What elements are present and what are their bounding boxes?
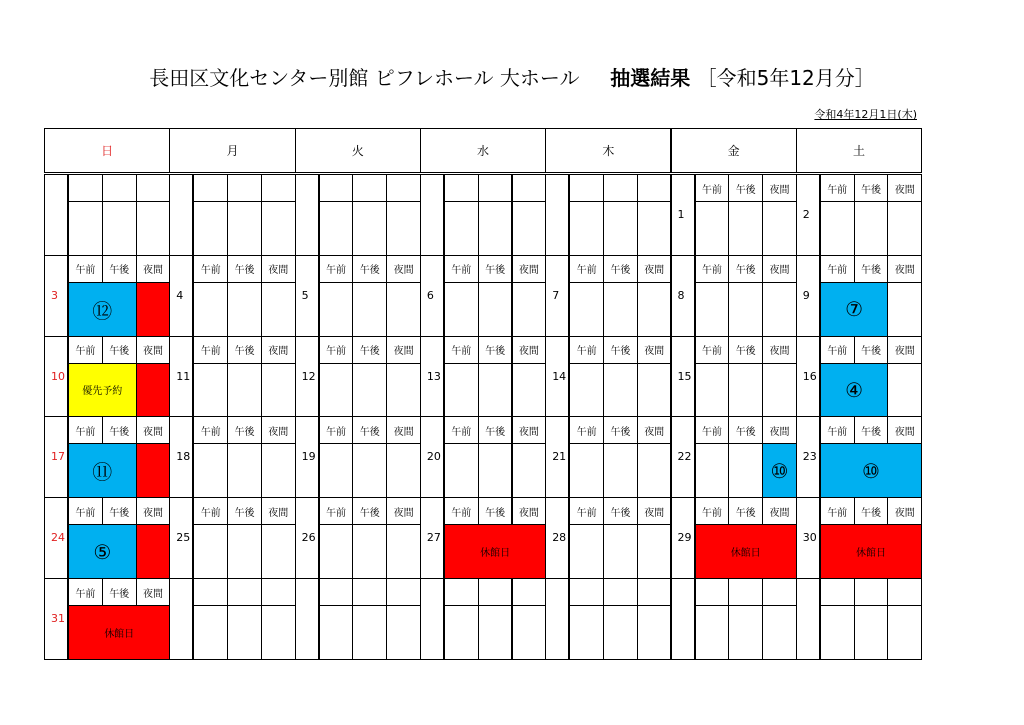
time-slot — [820, 201, 855, 256]
time-slot — [887, 282, 922, 337]
time-slot — [102, 201, 137, 256]
slot-label — [695, 578, 730, 606]
slot-label: 午後 — [227, 336, 262, 364]
slot-label: 夜間 — [762, 497, 797, 525]
time-slot — [569, 443, 604, 498]
slot-label: 午前 — [68, 255, 103, 283]
slot-label: 夜間 — [887, 416, 922, 444]
time-slot — [762, 605, 797, 660]
time-slot — [319, 443, 354, 498]
time-slot — [261, 524, 296, 579]
slot-label — [569, 174, 604, 202]
time-slot — [854, 605, 889, 660]
slot-label — [478, 578, 513, 606]
day-number: 29 — [677, 531, 692, 545]
slot-label: 午前 — [695, 497, 730, 525]
booking-mark — [136, 443, 171, 498]
slot-label — [820, 578, 855, 606]
title-main: 長田区文化センター別館 ピフレホール 大ホール — [149, 66, 580, 90]
time-slot — [193, 363, 228, 418]
slot-label: 午前 — [820, 174, 855, 202]
slot-label — [227, 174, 262, 202]
day-number: 1 — [677, 208, 685, 221]
time-slot — [603, 282, 638, 337]
slot-label — [136, 174, 171, 202]
day-number-column — [169, 174, 193, 256]
slot-label: 夜間 — [762, 174, 797, 202]
slot-label — [102, 174, 137, 202]
time-slot — [569, 282, 604, 337]
slot-label: 夜間 — [887, 497, 922, 525]
day-number: 14 — [552, 369, 567, 383]
time-slot — [603, 443, 638, 498]
slot-label: 午後 — [478, 336, 513, 364]
slot-label: 午前 — [695, 336, 730, 364]
slot-label: 午前 — [444, 416, 479, 444]
time-slot — [603, 201, 638, 256]
time-slot — [227, 524, 262, 579]
time-slot — [569, 363, 604, 418]
booking-mark — [136, 363, 171, 418]
slot-label: 午前 — [319, 497, 354, 525]
slot-label: 夜間 — [136, 255, 171, 283]
slot-label: 午後 — [478, 497, 513, 525]
day-number: 20 — [426, 450, 441, 464]
slot-label: 夜間 — [386, 336, 421, 364]
time-slot — [352, 201, 387, 256]
slot-label: 午前 — [193, 336, 228, 364]
day-number: 11 — [176, 369, 191, 383]
time-slot — [603, 363, 638, 418]
slot-label — [444, 578, 479, 606]
slot-label: 午後 — [603, 336, 638, 364]
slot-label: 夜間 — [512, 255, 547, 283]
slot-label — [261, 578, 296, 606]
time-slot — [386, 524, 421, 579]
time-slot — [637, 201, 672, 256]
slot-label — [637, 174, 672, 202]
day-number: 16 — [802, 369, 817, 383]
slot-label: 午後 — [603, 497, 638, 525]
slot-label: 午前 — [68, 578, 103, 606]
slot-label: 午前 — [444, 336, 479, 364]
slot-label: 午前 — [820, 416, 855, 444]
time-slot — [386, 605, 421, 660]
slot-label: 夜間 — [637, 255, 672, 283]
slot-label: 午前 — [569, 416, 604, 444]
slot-label: 夜間 — [637, 416, 672, 444]
time-slot — [227, 443, 262, 498]
time-slot — [352, 363, 387, 418]
booking-mark: ⑤ — [68, 524, 137, 579]
slot-label — [569, 578, 604, 606]
day-number: 4 — [176, 288, 184, 302]
slot-label — [352, 174, 387, 202]
slot-label: 午後 — [352, 497, 387, 525]
day-number: 24 — [51, 531, 65, 545]
slot-label: 午前 — [319, 416, 354, 444]
time-slot — [569, 605, 604, 660]
day-number: 6 — [426, 288, 434, 302]
day-number: 28 — [552, 531, 567, 545]
slot-label: 午前 — [569, 336, 604, 364]
booking-mark: 休館日 — [820, 524, 922, 579]
time-slot — [854, 201, 889, 256]
slot-label: 午前 — [68, 416, 103, 444]
time-slot — [386, 282, 421, 337]
slot-label: 午後 — [728, 174, 763, 202]
time-slot — [637, 363, 672, 418]
weekday-header: 土 — [796, 128, 922, 173]
slot-label: 午前 — [695, 255, 730, 283]
time-slot — [193, 201, 228, 256]
slot-label: 午後 — [102, 497, 137, 525]
day-number: 30 — [802, 531, 817, 545]
slot-label: 午前 — [444, 255, 479, 283]
time-slot — [728, 363, 763, 418]
slot-label: 午前 — [569, 255, 604, 283]
booking-mark: 優先予約 — [68, 363, 137, 418]
slot-label: 夜間 — [386, 416, 421, 444]
day-number: 19 — [301, 450, 316, 464]
slot-label: 夜間 — [762, 255, 797, 283]
slot-label: 午後 — [728, 255, 763, 283]
slot-label: 午後 — [102, 336, 137, 364]
time-slot — [444, 282, 479, 337]
booking-mark: 休館日 — [68, 605, 170, 660]
slot-label: 午前 — [695, 174, 730, 202]
slot-label: 午後 — [728, 497, 763, 525]
time-slot — [478, 363, 513, 418]
slot-label: 夜間 — [637, 497, 672, 525]
time-slot — [386, 201, 421, 256]
slot-label — [386, 174, 421, 202]
day-number: 17 — [51, 450, 65, 464]
time-slot — [227, 282, 262, 337]
time-slot — [136, 201, 171, 256]
booking-mark: 休館日 — [444, 524, 546, 579]
slot-label — [352, 578, 387, 606]
day-number: 25 — [176, 531, 191, 545]
weekday-header: 水 — [420, 128, 546, 173]
time-slot — [569, 524, 604, 579]
time-slot — [319, 524, 354, 579]
page-title — [0, 64, 1024, 92]
slot-label: 午前 — [193, 497, 228, 525]
title-result: 抽選結果 — [610, 66, 691, 90]
time-slot — [444, 443, 479, 498]
time-slot — [386, 443, 421, 498]
slot-label: 夜間 — [887, 255, 922, 283]
title-period: ［令和5年12月分］ — [696, 66, 875, 90]
slot-label: 午後 — [352, 336, 387, 364]
time-slot — [478, 201, 513, 256]
slot-label — [512, 174, 547, 202]
slot-label: 午前 — [695, 416, 730, 444]
slot-label — [762, 578, 797, 606]
slot-label: 夜間 — [512, 336, 547, 364]
time-slot — [695, 201, 730, 256]
slot-label — [728, 578, 763, 606]
slot-label: 午後 — [854, 255, 889, 283]
time-slot — [319, 605, 354, 660]
day-number-column — [295, 174, 319, 256]
slot-label: 午前 — [193, 255, 228, 283]
time-slot — [728, 443, 763, 498]
booking-mark: ⑪ — [68, 443, 137, 498]
weekday-header: 日 — [44, 128, 170, 173]
slot-label — [227, 578, 262, 606]
day-number: 22 — [677, 450, 692, 464]
time-slot — [227, 363, 262, 418]
slot-label — [603, 174, 638, 202]
time-slot — [352, 605, 387, 660]
time-slot — [352, 282, 387, 337]
time-slot — [193, 605, 228, 660]
time-slot — [386, 363, 421, 418]
day-number: 13 — [426, 369, 441, 383]
booking-mark — [136, 282, 171, 337]
slot-label: 午前 — [569, 497, 604, 525]
time-slot — [478, 443, 513, 498]
time-slot — [695, 605, 730, 660]
slot-label — [386, 578, 421, 606]
slot-label: 夜間 — [261, 336, 296, 364]
weekday-header: 月 — [169, 128, 295, 173]
day-number-column — [169, 578, 193, 660]
day-number-column — [420, 578, 444, 660]
time-slot — [478, 282, 513, 337]
day-number: 5 — [301, 288, 309, 302]
slot-label: 夜間 — [512, 497, 547, 525]
time-slot — [319, 282, 354, 337]
day-number-column — [545, 578, 569, 660]
day-number-column — [44, 174, 68, 256]
issued-date: 令和4年12月1日(木) — [814, 108, 917, 121]
slot-label: 夜間 — [887, 336, 922, 364]
time-slot — [319, 363, 354, 418]
slot-label: 午前 — [68, 336, 103, 364]
slot-label — [319, 174, 354, 202]
day-number: 10 — [51, 369, 65, 383]
time-slot — [68, 201, 103, 256]
slot-label: 夜間 — [386, 497, 421, 525]
time-slot — [352, 524, 387, 579]
calendar-grid — [44, 128, 921, 659]
slot-label — [512, 578, 547, 606]
time-slot — [512, 282, 547, 337]
slot-label: 午後 — [352, 416, 387, 444]
booking-mark: ⑦ — [820, 282, 889, 337]
slot-label: 夜間 — [261, 497, 296, 525]
booking-mark: ⑫ — [68, 282, 137, 337]
slot-label — [193, 174, 228, 202]
booking-mark: ④ — [820, 363, 889, 418]
slot-label: 午後 — [728, 416, 763, 444]
slot-label: 午前 — [820, 255, 855, 283]
time-slot — [512, 363, 547, 418]
time-slot — [762, 282, 797, 337]
time-slot — [762, 201, 797, 256]
slot-label: 夜間 — [261, 255, 296, 283]
day-number: 3 — [51, 288, 58, 302]
slot-label: 午後 — [102, 416, 137, 444]
day-number: 26 — [301, 531, 316, 545]
time-slot — [695, 363, 730, 418]
slot-label: 夜間 — [136, 497, 171, 525]
slot-label: 午後 — [478, 416, 513, 444]
time-slot — [261, 282, 296, 337]
day-number-column — [671, 578, 695, 660]
booking-mark — [136, 524, 171, 579]
day-number: 18 — [176, 450, 191, 464]
day-number: 9 — [802, 288, 810, 302]
time-slot — [762, 363, 797, 418]
slot-label: 夜間 — [261, 416, 296, 444]
slot-label: 夜間 — [637, 336, 672, 364]
time-slot — [695, 443, 730, 498]
time-slot — [193, 524, 228, 579]
time-slot — [887, 363, 922, 418]
time-slot — [444, 201, 479, 256]
day-number: 23 — [802, 450, 817, 464]
slot-label: 午前 — [820, 336, 855, 364]
time-slot — [261, 201, 296, 256]
slot-label: 午後 — [102, 255, 137, 283]
day-number: 7 — [552, 288, 560, 302]
slot-label: 午後 — [227, 255, 262, 283]
time-slot — [728, 282, 763, 337]
slot-label: 午前 — [444, 497, 479, 525]
slot-label: 夜間 — [762, 416, 797, 444]
slot-label: 夜間 — [136, 336, 171, 364]
weekday-header: 木 — [545, 128, 671, 173]
slot-label — [603, 578, 638, 606]
day-number: 21 — [552, 450, 567, 464]
time-slot — [512, 201, 547, 256]
slot-label — [887, 578, 922, 606]
slot-label: 夜間 — [512, 416, 547, 444]
slot-label — [68, 174, 103, 202]
slot-label: 午後 — [854, 174, 889, 202]
weekday-header: 金 — [671, 128, 797, 173]
slot-label: 午後 — [728, 336, 763, 364]
time-slot — [820, 605, 855, 660]
time-slot — [887, 201, 922, 256]
time-slot — [193, 282, 228, 337]
day-number: 2 — [802, 208, 810, 221]
slot-label: 午後 — [352, 255, 387, 283]
time-slot — [352, 443, 387, 498]
time-slot — [478, 605, 513, 660]
slot-label: 午後 — [478, 255, 513, 283]
time-slot — [261, 443, 296, 498]
slot-label: 夜間 — [762, 336, 797, 364]
time-slot — [569, 201, 604, 256]
slot-label: 午前 — [319, 255, 354, 283]
time-slot — [261, 363, 296, 418]
slot-label: 午後 — [603, 255, 638, 283]
time-slot — [444, 605, 479, 660]
slot-label — [444, 174, 479, 202]
time-slot — [227, 201, 262, 256]
time-slot — [512, 605, 547, 660]
day-number: 12 — [301, 369, 316, 383]
slot-label: 午後 — [102, 578, 137, 606]
time-slot — [603, 524, 638, 579]
time-slot — [319, 201, 354, 256]
slot-label — [261, 174, 296, 202]
time-slot — [637, 282, 672, 337]
time-slot — [227, 605, 262, 660]
slot-label: 午前 — [820, 497, 855, 525]
slot-label: 午後 — [227, 416, 262, 444]
slot-label — [854, 578, 889, 606]
slot-label: 午前 — [193, 416, 228, 444]
time-slot — [603, 605, 638, 660]
slot-label: 夜間 — [887, 174, 922, 202]
day-number: 31 — [51, 612, 65, 625]
day-number-column — [796, 578, 820, 660]
time-slot — [695, 282, 730, 337]
booking-mark: ⑩ — [762, 443, 797, 498]
slot-label: 午前 — [68, 497, 103, 525]
day-number-column — [545, 174, 569, 256]
booking-mark: ⑩ — [820, 443, 922, 498]
slot-label — [193, 578, 228, 606]
time-slot — [887, 605, 922, 660]
time-slot — [637, 605, 672, 660]
time-slot — [261, 605, 296, 660]
time-slot — [728, 201, 763, 256]
day-number: 15 — [677, 369, 692, 383]
slot-label — [637, 578, 672, 606]
time-slot — [728, 605, 763, 660]
slot-label: 午後 — [227, 497, 262, 525]
day-number-column — [420, 174, 444, 256]
day-number-column — [295, 578, 319, 660]
slot-label: 午前 — [319, 336, 354, 364]
time-slot — [512, 443, 547, 498]
slot-label — [319, 578, 354, 606]
slot-label — [478, 174, 513, 202]
day-number: 27 — [426, 531, 441, 545]
weekday-header: 火 — [295, 128, 421, 173]
slot-label: 午後 — [854, 336, 889, 364]
time-slot — [637, 443, 672, 498]
slot-label: 午後 — [603, 416, 638, 444]
time-slot — [637, 524, 672, 579]
booking-mark: 休館日 — [695, 524, 797, 579]
day-number: 8 — [677, 288, 685, 302]
time-slot — [193, 443, 228, 498]
slot-label: 夜間 — [136, 416, 171, 444]
slot-label: 午後 — [854, 497, 889, 525]
slot-label: 夜間 — [386, 255, 421, 283]
time-slot — [444, 363, 479, 418]
slot-label: 夜間 — [136, 578, 171, 606]
slot-label: 午後 — [854, 416, 889, 444]
